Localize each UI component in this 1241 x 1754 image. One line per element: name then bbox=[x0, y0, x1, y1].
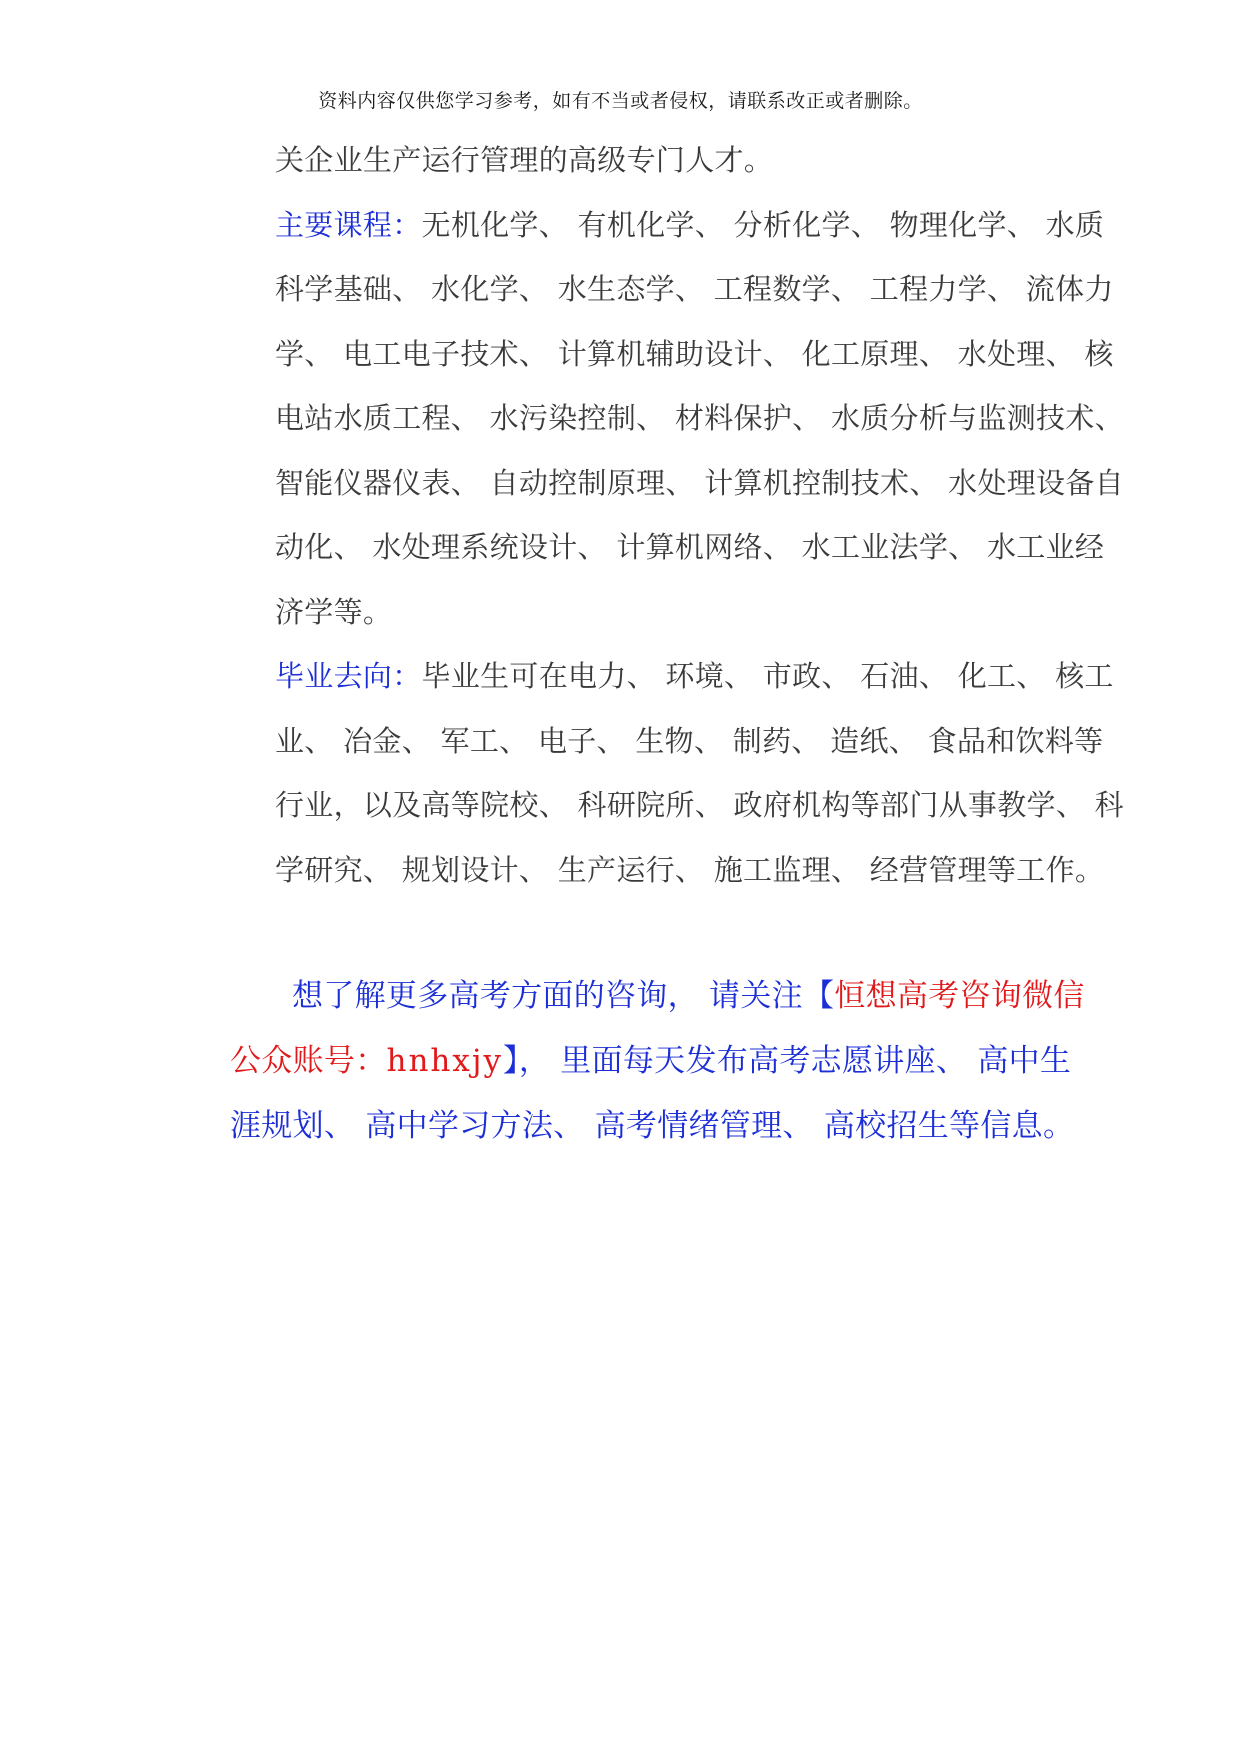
promo-lead: 想了解更多高考方面的咨询， 请关注 bbox=[292, 978, 803, 1014]
promo-tail: ， 里面每天发布高考志愿讲座、 高中生涯规划、 高中学习方法、 高考情绪管理、 高校招生等信息。 bbox=[230, 1043, 1075, 1144]
intro-text: 关企业生产运行管理的高级专门人才。 bbox=[275, 143, 774, 177]
courses-text: 无机化学、 有机化学、 分析化学、 物理化学、 水质科学基础、 水化学、 水生态学、 工程数学、 工程力学、 流体力学、 电工电子技术、 计算机辅助设计、 化工原理、 水处理、 核电站水质工程、 水污染控制、 材料保护、 水质分析与监测技术、 智能仪器仪表、 自动控制原理、 计算机控制技术、 水处理设备自动化、 水处理系统设计、 计算机网络、 水工业法学、 水工业经济学等。 bbox=[275, 207, 1124, 629]
promo-block bbox=[230, 964, 1100, 1159]
promo-account-id: hnhxjy bbox=[386, 1043, 504, 1079]
intro-paragraph bbox=[275, 128, 1125, 193]
careers-text: 毕业生可在电力、 环境、 市政、 石油、 化工、 核工业、 冶金、 军工、 电子、 生物、 制药、 造纸、 食品和饮料等行业，以及高等院校、 科研院所、 政府机构等部门从事教学、 科学研究、 规划设计、 生产运行、 施工监理、 经营管理等工作。 bbox=[275, 659, 1124, 887]
main-body bbox=[275, 128, 1125, 902]
careers-paragraph bbox=[275, 644, 1125, 902]
promo-paragraph bbox=[230, 964, 1100, 1159]
courses-label: 主要课程： bbox=[275, 207, 422, 242]
disclaimer-header: 资料内容仅供您学习参考，如有不当或者侵权，请联系改正或者删除。 bbox=[318, 90, 923, 112]
promo-account-label: 恒想高考咨询微信公众账号： bbox=[230, 978, 1085, 1079]
promo-bracket-close: 】 bbox=[503, 1043, 519, 1079]
careers-label: 毕业去向： bbox=[275, 659, 422, 693]
promo-bracket-open: 【 bbox=[802, 978, 835, 1014]
courses-paragraph bbox=[275, 193, 1125, 645]
